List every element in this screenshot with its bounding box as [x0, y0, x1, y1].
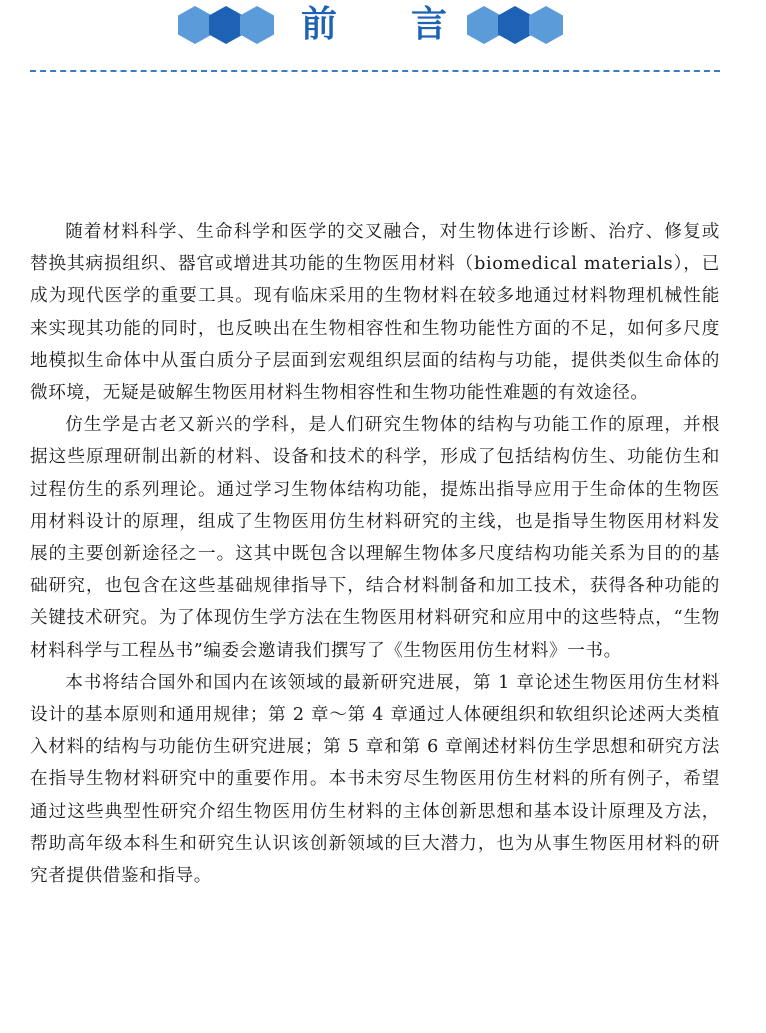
paragraph-1: 随着材料科学、生命科学和医学的交叉融合，对生物体进行诊断、治疗、修复或替换其病损组织、器官或增进其功能的生物医用材料（biomedical materials），已成为现代医学的重要工具。现有临床采用的生物材料在较多地通过材料物理机械性能来实现其功能的同时，也反映出在生物相容性和生物功能性方面的不足，如何多尺度地模拟生命体中从蛋白质分子层面到宏观组织层面的结构与功能，提供类似生命体的微环境，无疑是破解生物医用材料生物相容性和生物功能性难题的有效途径。 [30, 222, 720, 404]
hexagon-light-2 [240, 6, 274, 44]
paragraph-2: 仿生学是古老又新兴的学科，是人们研究生物体的结构与功能工作的原理，并根据这些原理研制出新的材料、设备和技术的科学，形成了包括结构仿生、功能仿生和过程仿生的系列理论。通过学习生物体结构功能，提炼出指导应用于生命体的生物医用材料设计的原理，组成了生物医用仿生材料研究的主线，也是指导生物医用材料发展的主要创新途径之一。这其中既包含以理解生物体多尺度结构功能关系为目的的基础研究，也包含在这些基础规律指导下，结合材料制备和加工技术，获得各种功能的关键技术研究。为了体现仿生学方法在生物医用材料研究和应用中的这些特点，“生物材料科学与工程丛书”编委会邀请我们撰写了《生物医用仿生材料》一书。 [30, 415, 720, 661]
page-title-left-char: 前 [301, 4, 338, 45]
header-divider [30, 70, 720, 72]
paragraph-3: 本书将结合国外和国内在该领域的最新研究进展，第 1 章论述生物医用仿生材料设计的基本原则和通用规律；第 2 章～第 4 章通过人体硬组织和软组织论述两大类植入材料的结构与功能仿生研究进展；第 5 章和第 6 章阐述材料仿生学思想和研究方法在指导生物材料研究中的重要作用。本书未穷尽生物医用仿生材料的所有例子，希望通过这些典型性研究介绍生物医用仿生材料的主体创新思想和基本设计原理及方法，帮助高年级本科生和研究生认识该创新领域的巨大潜力，也为从事生物医用材料的研究者提供借鉴和指导。 [30, 672, 720, 887]
hexagon-dark [209, 6, 243, 44]
hexagon-light-1 [467, 6, 501, 44]
hexagon-light-2 [529, 6, 563, 44]
page-title-right-char: 言 [411, 4, 448, 45]
hexagon-dark [498, 6, 532, 44]
preface-body [30, 216, 720, 892]
hexagon-light-1 [178, 6, 212, 44]
page-header [0, 0, 766, 56]
